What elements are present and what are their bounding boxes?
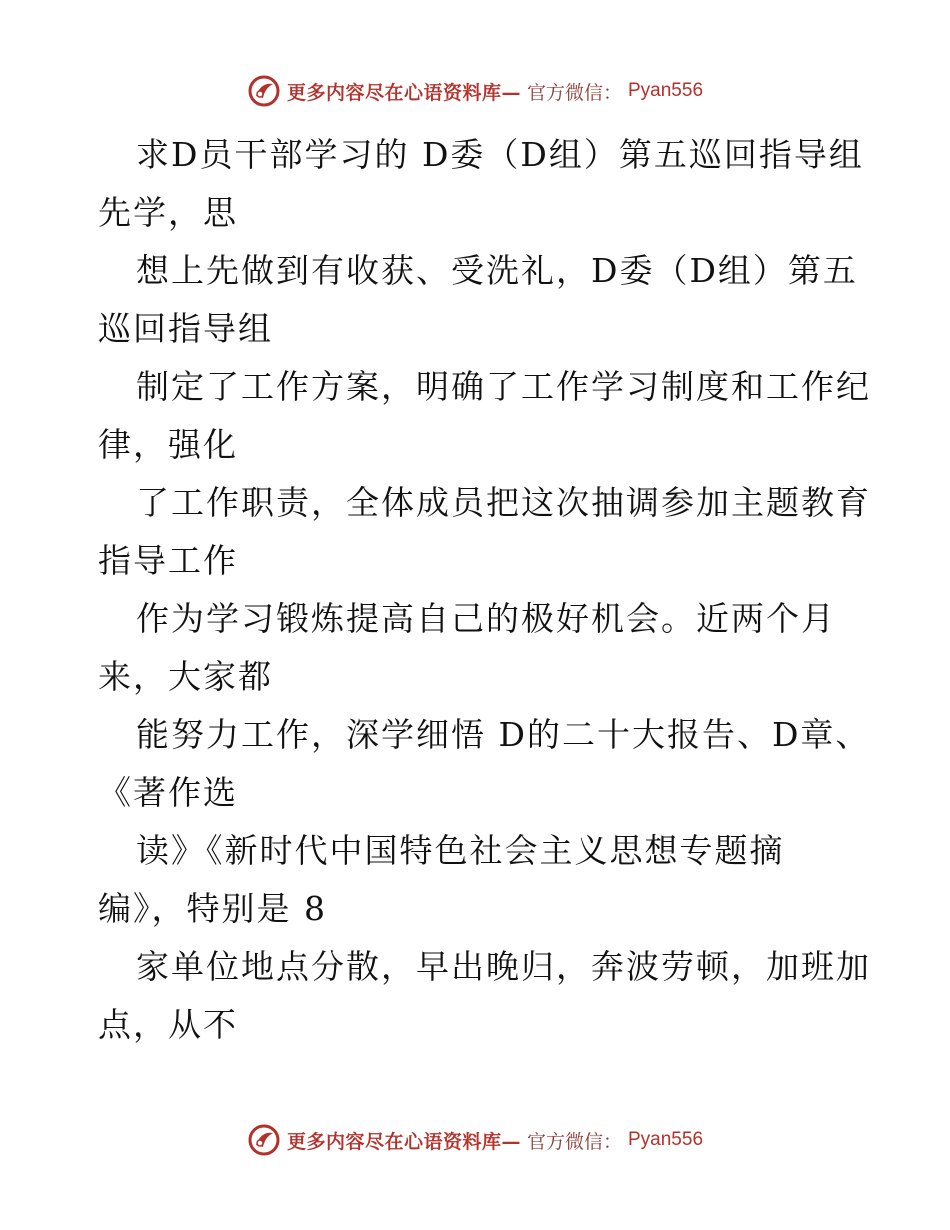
header-wechat-id: Pyan556 — [628, 80, 704, 101]
body-line: 《著作选 — [98, 773, 238, 812]
body-line: 求D员干部学习的 D委（D组）第五巡回指导组 — [136, 135, 864, 174]
footer-brand-text: 更多内容尽在心语资料库— — [286, 1130, 521, 1153]
body-line: 家单位地点分散，早出晚归，奔波劳顿，加班加 — [136, 947, 871, 986]
body-line: 制定了工作方案，明确了工作学习制度和工作纪 — [136, 367, 871, 406]
body-line: 作为学习锻炼提高自己的极好机会。近两个月 — [136, 599, 836, 638]
body-line: 读》《新时代中国特色社会主义思想专题摘 — [136, 831, 785, 870]
body-line: 想上先做到有收获、受洗礼，D委（D组）第五 — [136, 251, 858, 290]
body-line: 指导工作 — [98, 541, 238, 580]
body-line: 能努力工作，深学细悟 D的二十大报告、D章、 — [136, 715, 871, 754]
header-banner — [0, 71, 950, 111]
body-line: 来，大家都 — [98, 657, 273, 696]
footer-wechat-label: 官方微信： — [526, 1130, 622, 1153]
red-swirl-logo-icon — [247, 74, 281, 108]
body-line: 编》，特别是 8 — [98, 889, 327, 928]
body-line: 巡回指导组 — [98, 309, 273, 348]
red-swirl-logo-icon — [247, 1123, 281, 1157]
footer-banner — [0, 1120, 950, 1160]
document-body — [98, 126, 871, 1054]
footer-wechat-id: Pyan556 — [628, 1129, 704, 1150]
body-line: 了工作职责，全体成员把这次抽调参加主题教育 — [136, 483, 871, 522]
body-line: 律，强化 — [98, 425, 238, 464]
header-brand-text: 更多内容尽在心语资料库— — [286, 81, 521, 104]
body-line: 点，从不 — [98, 1005, 238, 1044]
body-line: 先学，思 — [98, 193, 238, 232]
header-wechat-label: 官方微信： — [526, 81, 622, 104]
